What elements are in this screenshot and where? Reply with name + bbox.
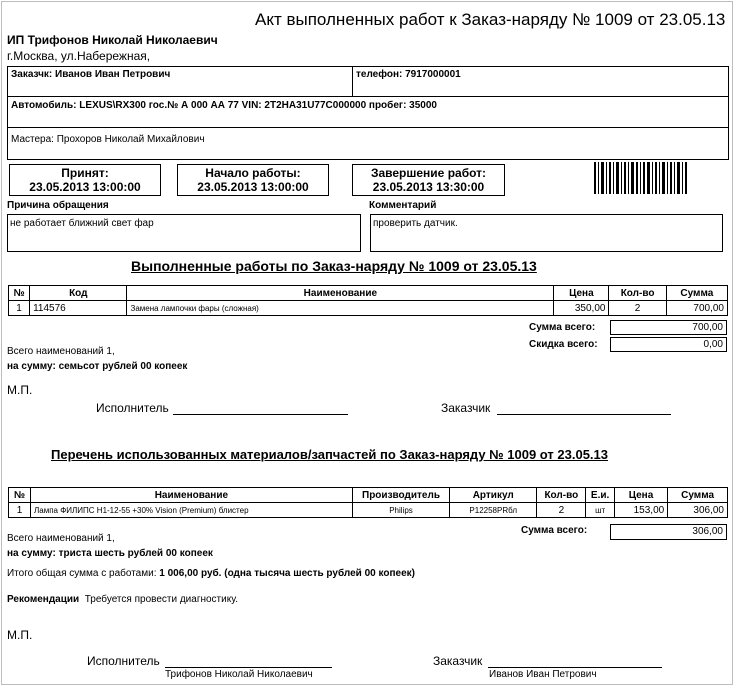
accepted-box: [9, 164, 161, 196]
phone-divider: [352, 66, 353, 97]
work-name: Замена лампочки фары (сложная): [127, 301, 554, 316]
customer-label-1: Заказчик: [441, 401, 491, 415]
materials-total-value: 306,00: [610, 524, 727, 540]
grand-total: [7, 568, 415, 579]
material-qty: 2: [537, 503, 586, 518]
comment-box: [370, 214, 723, 252]
col-qty: Кол-во: [609, 286, 666, 301]
work-price: 350,00: [554, 301, 609, 316]
document-title: Акт выполненных работ к Заказ-наряду № 1009 от 23.05.13: [255, 10, 726, 29]
table-row: [9, 301, 728, 316]
executor-signature-line-2: [165, 654, 332, 668]
materials-header-row: [9, 488, 728, 503]
car-info: Автомобиль: LEXUS\RX300 гос.№ А 000 АА 77 VIN: 2T2HA31U77C000000 пробег: 35000: [11, 100, 437, 111]
col-price: Цена: [614, 488, 667, 503]
work-number: 1: [9, 301, 30, 316]
accepted-value: 23.05.2013 13:00:00: [29, 180, 141, 194]
col-qty: Кол-во: [537, 488, 586, 503]
works-title: Выполненные работы по Заказ-наряду № 1009 от 23.05.13: [131, 258, 537, 274]
material-sum: 306,00: [668, 503, 728, 518]
material-unit: шт: [586, 503, 614, 518]
table-row: [9, 503, 728, 518]
col-name: Наименование: [127, 286, 554, 301]
col-name: Наименование: [31, 488, 353, 503]
materials-sum-words: на сумму: триста шесть рублей 00 копеек: [7, 548, 213, 559]
start-box: [177, 164, 329, 196]
stamp-place-2: М.П.: [7, 628, 33, 642]
works-count: Всего наименований 1,: [7, 346, 115, 357]
executor-label-1: Исполнитель: [96, 401, 169, 415]
reason-box: [7, 214, 361, 252]
customer-signature-line-2: [488, 654, 662, 668]
end-label: Завершение работ:: [370, 166, 487, 180]
work-qty: 2: [609, 301, 666, 316]
recommendations-value: Требуется провести диагностику.: [84, 594, 238, 605]
material-article: P12258PRбл: [450, 503, 537, 518]
work-sum: 700,00: [666, 301, 727, 316]
start-label: Начало работы:: [205, 166, 301, 180]
customer-name: Заказчк: Иванов Иван Петрович: [11, 69, 171, 80]
col-code: Код: [30, 286, 127, 301]
recommendations: [7, 594, 238, 605]
company-address: г.Москва, ул.Набережная,: [7, 49, 151, 63]
material-number: 1: [9, 503, 31, 518]
customer-label-2: Заказчик: [433, 654, 483, 668]
barcode-icon: [594, 162, 688, 194]
material-maker: Philips: [352, 503, 449, 518]
col-unit: Е.и.: [586, 488, 614, 503]
end-value: 23.05.2013 13:30:00: [372, 180, 485, 194]
works-sum-words: на сумму: семьсот рублей 00 копеек: [7, 361, 188, 372]
materials-table: [8, 487, 728, 518]
col-price: Цена: [554, 286, 609, 301]
works-total-label: Сумма всего:: [529, 322, 596, 333]
works-table: [8, 285, 728, 316]
end-box: [352, 164, 505, 196]
executor-label-2: Исполнитель: [87, 654, 160, 668]
grand-total-value: 1 006,00 руб. (одна тысяча шесть рублей 00 копеек): [159, 568, 415, 579]
works-header-row: [9, 286, 728, 301]
reason-label: Причина обращения: [7, 200, 109, 211]
col-number: №: [9, 488, 31, 503]
col-sum: Сумма: [666, 286, 727, 301]
col-maker: Производитель: [352, 488, 449, 503]
works-discount-value: 0,00: [610, 337, 727, 352]
materials-total-label: Сумма всего:: [521, 525, 588, 536]
company-name: ИП Трифонов Николай Николаевич: [7, 33, 218, 47]
customer-phone: телефон: 7917000001: [356, 69, 461, 80]
col-number: №: [9, 286, 30, 301]
executor-signature-line-1: [173, 401, 348, 415]
recommendations-label: Рекомендации: [7, 594, 80, 605]
material-price: 153,00: [614, 503, 667, 518]
comment-value: проверить датчик.: [373, 218, 458, 229]
start-value: 23.05.2013 13:00:00: [197, 180, 309, 194]
grand-total-label: Итого общая сумма с работами:: [7, 568, 157, 579]
customer-name-signature: Иванов Иван Петрович: [489, 669, 597, 680]
materials-count: Всего наименований 1,: [7, 533, 115, 544]
reason-value: не работает ближний свет фар: [10, 218, 154, 229]
works-total-value: 700,00: [610, 320, 727, 335]
masters-info: Мастера: Прохоров Николай Михайлович: [11, 134, 205, 145]
work-code: 114576: [30, 301, 127, 316]
stamp-place-1: М.П.: [7, 383, 33, 397]
col-article: Артикул: [450, 488, 537, 503]
customer-signature-line-1: [497, 401, 671, 415]
materials-title: Перечень использованных материалов/запчастей по Заказ-наряду № 1009 от 23.05.13: [51, 447, 609, 462]
executor-name: Трифонов Николай Николаевич: [165, 669, 313, 680]
comment-label: Комментарий: [369, 200, 437, 211]
works-discount-label: Скидка всего:: [529, 339, 598, 350]
accepted-label: Принят:: [61, 166, 109, 180]
material-name: Лампа ФИЛИПС H1-12-55 +30% Vision (Premium) блистер: [31, 503, 353, 518]
col-sum: Сумма: [668, 488, 728, 503]
